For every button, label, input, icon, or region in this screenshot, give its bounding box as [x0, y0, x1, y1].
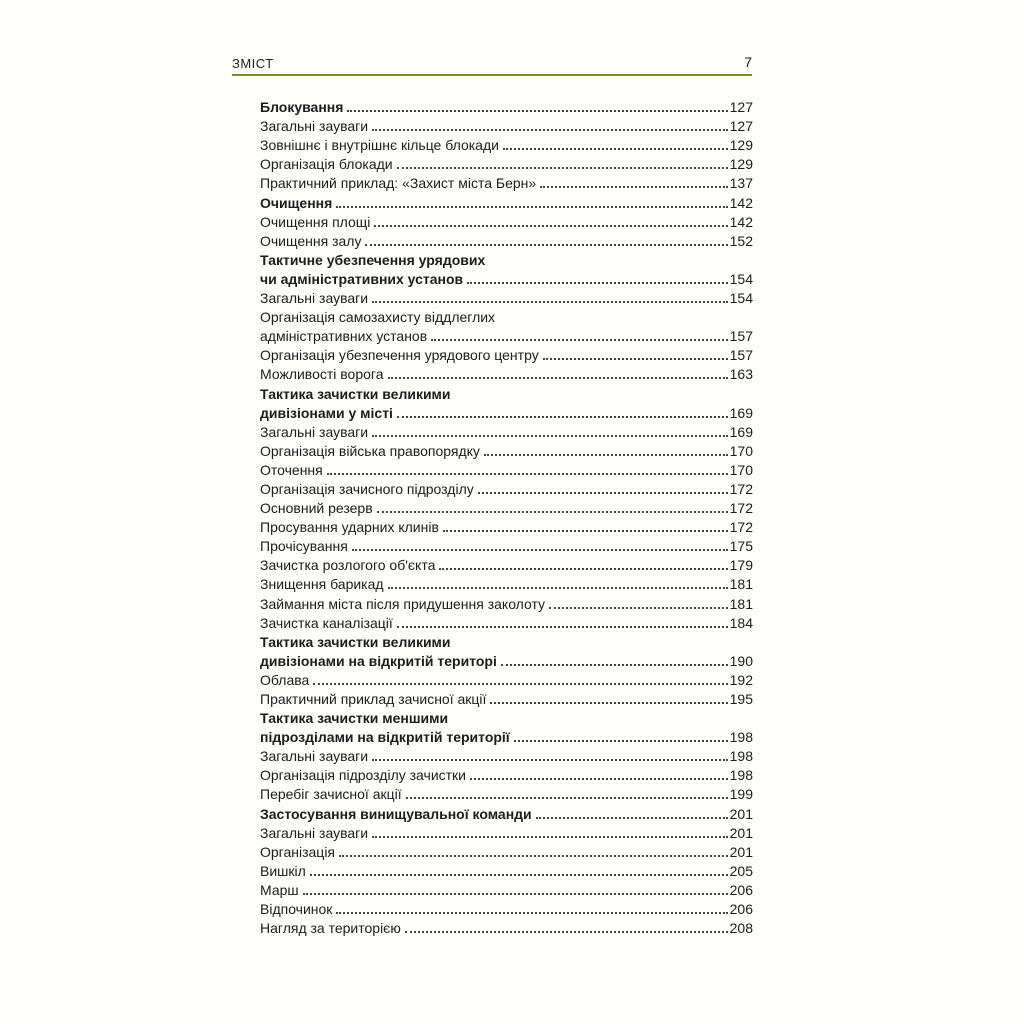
toc-entry-page: 198 — [729, 767, 753, 784]
dot-leader — [397, 167, 728, 169]
dot-leader — [372, 129, 728, 131]
dot-leader — [490, 702, 727, 704]
dot-leader — [372, 301, 728, 303]
toc-entry — [260, 268, 753, 287]
dot-leader — [347, 110, 727, 112]
toc-entry-title: Відпочинок — [260, 901, 333, 918]
toc-entry — [260, 879, 753, 898]
toc-entry — [260, 592, 753, 611]
toc-entry — [260, 363, 753, 382]
toc-entry-title: Загальні зауваги — [260, 290, 369, 307]
toc-entry — [260, 459, 753, 478]
toc-entry-page: 172 — [729, 519, 753, 536]
toc-entry-page: 169 — [729, 404, 753, 421]
dot-leader — [478, 492, 728, 494]
dot-leader — [405, 931, 728, 933]
toc-entry — [260, 822, 753, 841]
toc-entry — [260, 382, 753, 401]
toc-entry — [260, 249, 753, 268]
toc-entry — [260, 115, 753, 134]
toc-entry — [260, 516, 753, 535]
toc-entry — [260, 917, 753, 936]
toc-entry-title: Тактика зачистки великими — [260, 385, 451, 402]
dot-leader — [406, 797, 728, 799]
toc-entry-page: 170 — [729, 461, 753, 478]
toc-entry-title: Блокування — [260, 99, 344, 116]
dot-leader — [372, 759, 728, 761]
toc-entry — [260, 191, 753, 210]
toc-entry-page: 172 — [729, 480, 753, 497]
dot-leader — [443, 530, 728, 532]
dot-leader — [388, 587, 728, 589]
toc-entry-page: 157 — [729, 347, 753, 364]
dot-leader — [377, 511, 728, 513]
toc-entry — [260, 669, 753, 688]
toc-entry-title: чи адміністративних установ — [260, 270, 464, 287]
toc-entry-title: Зачистка каналізації — [260, 614, 393, 631]
toc-entry-title: Загальні зауваги — [260, 118, 369, 135]
toc-entry-title: Організація зачисного підрозділу — [260, 480, 474, 497]
toc-entry-title: Нагляд за територією — [260, 920, 401, 937]
toc-entry — [260, 631, 753, 650]
toc-entry-page: 201 — [729, 824, 753, 841]
toc-entry — [260, 612, 753, 631]
toc-entry — [260, 306, 753, 325]
dot-leader — [310, 874, 728, 876]
toc-entry-title: Перебіг зачисної акції — [260, 786, 402, 803]
toc-entry-page: 175 — [729, 538, 753, 555]
toc-entry-page: 163 — [729, 366, 753, 383]
toc-entry — [260, 554, 753, 573]
toc-entry-title: Тактика зачистки великими — [260, 633, 451, 650]
dot-leader — [397, 416, 728, 418]
toc-entry-title: Організація убезпечення урядового центру — [260, 347, 539, 364]
toc-entry-page: 201 — [729, 805, 753, 822]
toc-entry — [260, 535, 753, 554]
toc-entry-page: 206 — [729, 901, 753, 918]
dot-leader — [501, 664, 728, 666]
dot-leader — [536, 817, 728, 819]
toc-entry-title: Організація — [260, 843, 336, 860]
toc-entry-title: Організація блокади — [260, 156, 393, 173]
toc-entry-title: Практичний приклад: «Захист міста Берн» — [260, 175, 537, 192]
toc-entry-title: Загальні зауваги — [260, 423, 369, 440]
toc-entry-title: Оточення — [260, 461, 323, 478]
dot-leader — [336, 206, 727, 208]
toc-entry-page: 181 — [729, 576, 753, 593]
toc-entry-page: 201 — [729, 843, 753, 860]
toc-entry-title: Займання міста після придушення заколоту — [260, 595, 546, 612]
toc-entry-page: 137 — [729, 175, 753, 192]
toc-entry-title: дивізіонами на відкритій територі — [260, 652, 497, 669]
toc-entry-title: Тактичне убезпечення урядових — [260, 251, 486, 268]
dot-leader — [339, 855, 728, 857]
toc-entry-page: 195 — [729, 691, 753, 707]
toc-entry-title: Облава — [260, 671, 310, 688]
toc-entry — [260, 783, 753, 802]
toc-entry — [260, 478, 753, 497]
dot-leader — [543, 358, 728, 360]
dot-leader — [549, 607, 728, 609]
toc-entry — [260, 344, 753, 363]
toc-entry — [260, 153, 753, 172]
toc-entry-title: Очищення — [260, 194, 333, 211]
dot-leader — [439, 568, 727, 570]
toc-entry — [260, 325, 753, 344]
toc-entry — [260, 440, 753, 459]
dot-leader — [352, 549, 728, 551]
toc-entry — [260, 745, 753, 764]
toc-entry — [260, 573, 753, 592]
toc-entry-title: Тактика зачистки меншими — [260, 710, 449, 727]
toc-entry-title: Зовнішнє і внутрішнє кільце блокади — [260, 137, 499, 154]
toc-entry — [260, 898, 753, 917]
dot-leader — [374, 225, 727, 227]
toc-entry — [260, 211, 753, 230]
toc-entry — [260, 860, 753, 879]
toc-entry — [260, 421, 753, 440]
dot-leader — [467, 282, 727, 284]
toc-entry-title: Загальні зауваги — [260, 824, 369, 841]
toc-entry-title: Можливості ворога — [260, 366, 384, 383]
toc-entry — [260, 402, 753, 421]
toc-entry — [260, 841, 753, 860]
toc-entry-page: 205 — [729, 862, 753, 879]
dot-leader — [397, 626, 728, 628]
toc-entry-page: 172 — [729, 500, 753, 517]
toc-entry-page: 198 — [729, 729, 753, 746]
page-header — [232, 54, 752, 76]
toc-entry — [260, 230, 753, 249]
toc-entry-page: 142 — [729, 194, 753, 211]
dot-leader — [372, 836, 728, 838]
toc-entry-title: Організація війська правопорядку — [260, 442, 480, 459]
toc-entry — [260, 134, 753, 153]
dot-leader — [327, 473, 728, 475]
header-divider — [232, 74, 752, 76]
toc-entry — [260, 802, 753, 821]
dot-leader — [484, 454, 728, 456]
toc-entry-page: 169 — [729, 423, 753, 440]
toc-entry-title: дивізіонами у місті — [260, 404, 393, 421]
toc-entry-title: Практичний приклад зачисної акції — [260, 691, 487, 707]
toc-entry — [260, 172, 753, 191]
dot-leader — [503, 148, 728, 150]
toc-entry-title: Прочісування — [260, 538, 348, 555]
dot-leader — [313, 683, 727, 685]
dot-leader — [514, 740, 728, 742]
header-title: ЗМІСТ — [232, 56, 274, 71]
toc-entry-title: Вишкіл — [260, 862, 306, 879]
toc-entry-title: адміністративних установ — [260, 328, 428, 345]
dot-leader — [365, 244, 727, 246]
toc-entry-title: підрозділами на відкритій території — [260, 729, 510, 746]
toc-entry-page: 129 — [729, 137, 753, 154]
toc-entry-title: Очищення залу — [260, 232, 362, 249]
toc-entry-page: 154 — [729, 290, 753, 307]
toc-entry-page: 152 — [729, 232, 753, 249]
toc-entry-page: 181 — [729, 595, 753, 612]
toc-entry-title: Загальні зауваги — [260, 748, 369, 765]
toc-entry-title: Застосування винищувальної команди — [260, 805, 532, 822]
toc-entry-title: Організація самозахисту віддлеглих — [260, 309, 496, 326]
toc-entry — [260, 688, 753, 707]
toc-entry — [260, 650, 753, 669]
toc-entry — [260, 287, 753, 306]
toc-entry-page: 190 — [729, 652, 753, 669]
toc-entry-page: 142 — [729, 213, 753, 230]
toc-entry-page: 192 — [729, 671, 753, 688]
dot-leader — [303, 893, 728, 895]
toc-entry-page: 179 — [729, 557, 753, 574]
toc-entry-page: 154 — [729, 270, 753, 287]
dot-leader — [372, 435, 728, 437]
toc-entry-page: 129 — [729, 156, 753, 173]
toc-entry-title: Знищення барикад — [260, 576, 384, 593]
toc-entry-title: Основний резерв — [260, 500, 373, 517]
toc-entry-title: Зачистка розлогого об'єкта — [260, 557, 436, 574]
toc-entry-title: Очищення площі — [260, 213, 371, 230]
toc-entry — [260, 707, 753, 726]
toc-entry-page: 157 — [729, 328, 753, 345]
toc-entry — [260, 726, 753, 745]
dot-leader — [336, 912, 727, 914]
toc-entry-page: 184 — [729, 614, 753, 631]
dot-leader — [431, 339, 727, 341]
dot-leader — [388, 377, 728, 379]
toc-entry-title: Просування ударних клинів — [260, 519, 439, 536]
dot-leader — [470, 778, 728, 780]
toc-entry-page: 170 — [729, 442, 753, 459]
toc-entry-page: 206 — [729, 881, 753, 898]
toc-entry-page: 199 — [729, 786, 753, 803]
toc-entry-page: 198 — [729, 748, 753, 765]
toc-entry-page: 127 — [729, 118, 753, 135]
header-page-number: 7 — [744, 54, 752, 70]
toc-entry — [260, 764, 753, 783]
toc-entry-page: 208 — [729, 920, 753, 937]
toc-entry — [260, 497, 753, 516]
table-of-contents — [260, 96, 753, 936]
dot-leader — [540, 186, 727, 188]
toc-entry-title: Організація підрозділу зачистки — [260, 767, 467, 784]
toc-entry — [260, 96, 753, 115]
toc-entry-page: 127 — [729, 99, 753, 116]
toc-entry-title: Марш — [260, 881, 299, 898]
